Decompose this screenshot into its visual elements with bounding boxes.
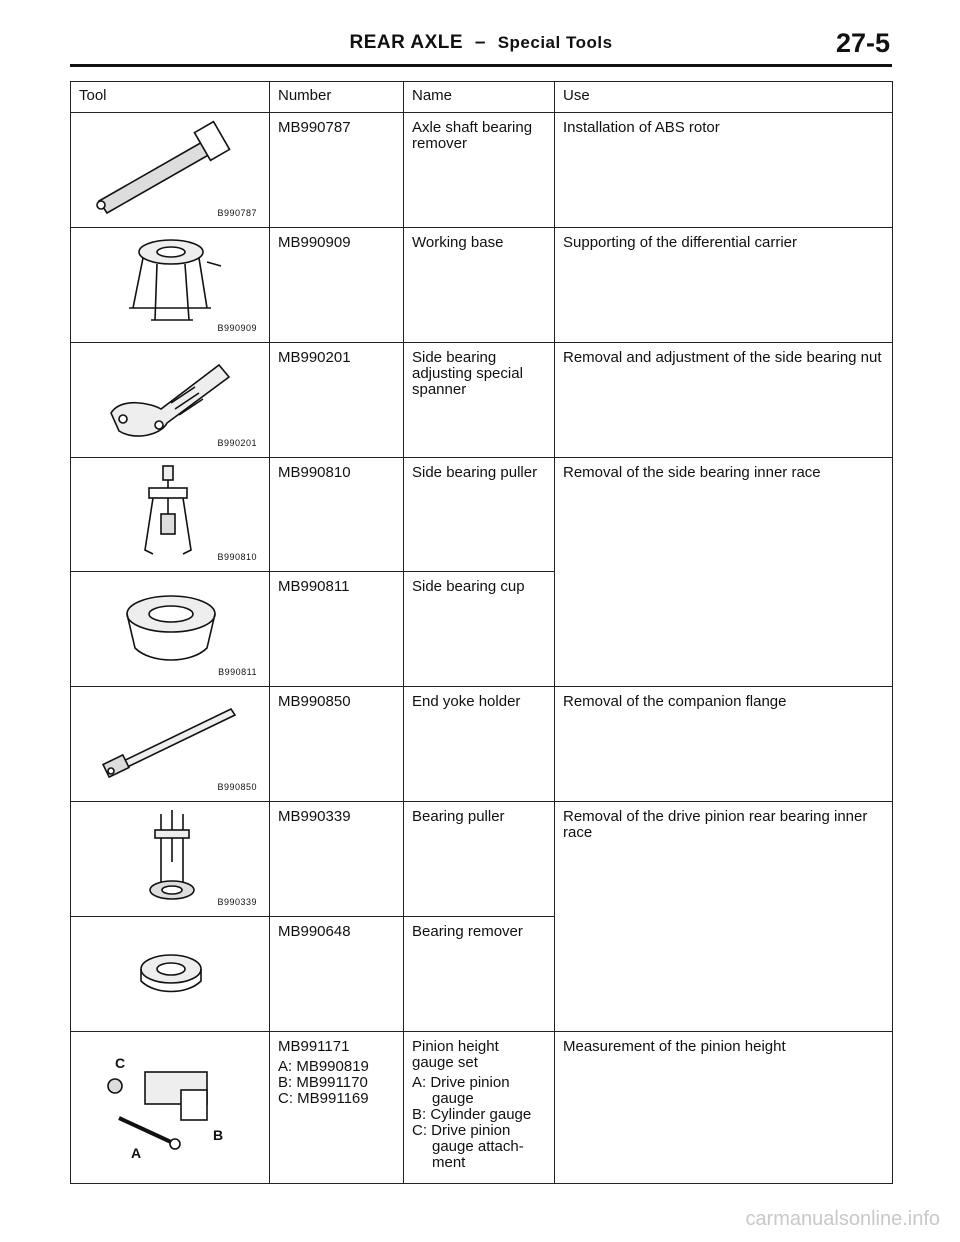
- tool-name-line: gauge set: [412, 1054, 478, 1071]
- tool-image-cell: [71, 802, 270, 917]
- column-header-use: Use: [555, 82, 893, 113]
- section-title: REAR AXLE: [349, 32, 464, 53]
- table-row: [71, 458, 893, 572]
- tool-name-line: Pinion height: [412, 1038, 499, 1055]
- tool-name: [404, 113, 555, 228]
- tool-sub-name: A: Drive pinion: [412, 1074, 510, 1091]
- tool-caption: B990810: [217, 552, 257, 562]
- tool-sub-number: B: MB991170: [278, 1074, 368, 1091]
- tool-image-cell: [71, 572, 270, 687]
- tool-sub-name-cont: gauge: [432, 1090, 474, 1107]
- tool-caption: B990850: [217, 782, 257, 792]
- tool-use: Removal of the drive pinion rear bearing inner race: [555, 802, 893, 1032]
- tool-sub-name-cont: ment: [432, 1154, 466, 1171]
- tool-image-cell: [71, 458, 270, 572]
- tool-name: [404, 1032, 555, 1184]
- tool-number-main: MB991171: [278, 1038, 350, 1055]
- tool-use: Removal and adjustment of the side bearing nut: [555, 343, 893, 458]
- tool-name: [404, 572, 555, 687]
- label-b: B: [213, 1127, 224, 1143]
- table-row: [71, 343, 893, 458]
- tool-use: Measurement of the pinion height: [555, 1032, 893, 1184]
- tool-name: [404, 228, 555, 343]
- table-row: [71, 687, 893, 802]
- tool-name-line: Side bearing cup: [412, 578, 525, 595]
- tool-caption: B990909: [217, 323, 257, 333]
- tool-sub-name-cont: gauge attach-: [432, 1138, 524, 1155]
- tool-caption: B990201: [217, 438, 257, 448]
- tool-name-line: End yoke holder: [412, 693, 521, 710]
- tool-image-cell: [71, 917, 270, 1032]
- page-title: [70, 32, 892, 54]
- tool-use: Removal of the side bearing inner race: [555, 458, 893, 687]
- tool-name: [404, 917, 555, 1032]
- table-row: [71, 1032, 893, 1184]
- tool-use: Supporting of the differential carrier: [555, 228, 893, 343]
- tool-name: [404, 343, 555, 458]
- column-header-name: Name: [404, 82, 555, 113]
- table-row: [71, 802, 893, 917]
- tool-name-line: Bearing puller: [412, 808, 505, 825]
- title-dash: –: [474, 32, 486, 53]
- table-row: [71, 113, 893, 228]
- table-header-row: [71, 82, 893, 113]
- tool-number: MB990810: [270, 458, 404, 572]
- tool-use: Installation of ABS rotor: [555, 113, 893, 228]
- tool-caption: B990811: [218, 667, 257, 677]
- bearing-remover-icon: [71, 917, 270, 1032]
- tool-number: MB990787: [270, 113, 404, 228]
- tool-image-cell: [71, 343, 270, 458]
- tool-sub-number: C: MB991169: [278, 1090, 369, 1107]
- label-c: C: [115, 1055, 126, 1071]
- tool-name: [404, 687, 555, 802]
- tool-number: MB990909: [270, 228, 404, 343]
- tool-number: MB990201: [270, 343, 404, 458]
- tool-number: MB990648: [270, 917, 404, 1032]
- page-number: 27-5: [835, 28, 890, 58]
- tool-name-line: remover: [412, 135, 468, 152]
- section-subtitle: Special Tools: [497, 33, 613, 52]
- tool-caption: B990339: [217, 897, 257, 907]
- tool-name: [404, 802, 555, 917]
- table-row: [71, 228, 893, 343]
- page-header: [70, 28, 892, 62]
- column-header-tool: Tool: [71, 82, 270, 113]
- tool-number: MB990850: [270, 687, 404, 802]
- label-a: A: [131, 1145, 142, 1161]
- tool-image-cell: [71, 113, 270, 228]
- tool-sub-number: A: MB990819: [278, 1058, 369, 1075]
- pinion-height-gauge-set-icon: [71, 1032, 270, 1184]
- tool-name-line: Side bearing puller: [412, 464, 538, 481]
- special-tools-table: [70, 81, 893, 1184]
- tool-name-line: Side bearing: [412, 349, 497, 366]
- tool-image-cell: [71, 687, 270, 802]
- tool-caption: B990787: [217, 208, 257, 218]
- column-header-number: Number: [270, 82, 404, 113]
- tool-image-cell: [71, 228, 270, 343]
- tool-name-line: Bearing remover: [412, 923, 523, 940]
- tool-name-line: Working base: [412, 234, 504, 251]
- tool-number: MB990339: [270, 802, 404, 917]
- tool-number: MB990811: [270, 572, 404, 687]
- tool-sub-name: B: Cylinder gauge: [412, 1106, 532, 1123]
- header-rule: [70, 64, 892, 67]
- tool-name: [404, 458, 555, 572]
- tool-use: Removal of the companion flange: [555, 687, 893, 802]
- tool-sub-name: C: Drive pinion: [412, 1122, 511, 1139]
- tool-name-line: spanner: [412, 381, 467, 398]
- tool-number: [270, 1032, 404, 1184]
- tool-name-line: Axle shaft bearing: [412, 119, 533, 136]
- tool-name-line: adjusting special: [412, 365, 523, 382]
- tool-image-cell: [71, 1032, 270, 1184]
- watermark: carmanualsonline.info: [745, 1208, 940, 1230]
